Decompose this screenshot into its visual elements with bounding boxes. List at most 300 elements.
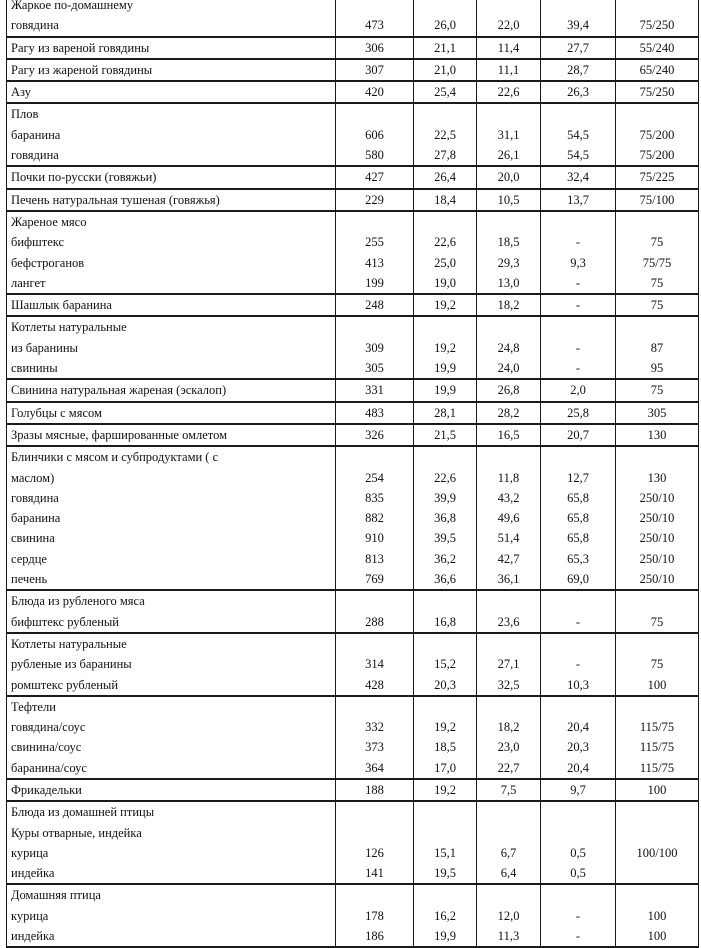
carbs-value: 25,8 (567, 405, 589, 420)
carbs-value-cell (541, 696, 616, 779)
calories-value: 141 (365, 866, 384, 881)
carbs-value: 20,4 (567, 720, 589, 735)
dish-group-title: Домашняя птица (11, 888, 101, 903)
carbs-value: - (575, 361, 581, 376)
carbs-value: 10,3 (567, 677, 589, 692)
carbs-value-cell (541, 446, 616, 590)
portion-value-cell (616, 801, 699, 884)
dish-name-cell (7, 379, 336, 401)
fat-value: 43,2 (497, 490, 520, 505)
calories-value-cell (336, 0, 414, 37)
protein-value: 15,1 (434, 845, 456, 860)
fat-value-cell (477, 379, 541, 401)
dish-name-cell (7, 402, 336, 424)
portion-value (620, 802, 694, 822)
fat-value-cell (477, 81, 541, 103)
portion-value: 115/75 (639, 760, 675, 775)
fat-value-cell (477, 446, 541, 590)
calories-value: 427 (365, 170, 384, 185)
portion-value: 75 (650, 275, 664, 290)
portion-value (620, 212, 694, 232)
protein-value-cell (414, 103, 477, 166)
carbs-value: 20,3 (567, 740, 589, 755)
fat-value-cell (477, 316, 541, 379)
carbs-value: 39,4 (567, 18, 589, 33)
fat-value-cell (477, 696, 541, 779)
table-row (7, 590, 699, 633)
protein-value: 26,0 (434, 18, 456, 33)
dish-name: бифштекс рубленый (11, 614, 120, 629)
dish-group-title: Жареное мясо (11, 214, 87, 229)
fat-value-cell (477, 424, 541, 446)
fat-value: 13,0 (497, 275, 520, 290)
fat-value: 11,1 (497, 62, 520, 77)
protein-value-cell (414, 402, 477, 424)
dish-name-cell (7, 211, 336, 294)
fat-value: 31,1 (497, 127, 520, 142)
portion-value: 100 (647, 929, 667, 944)
calories-value (340, 104, 409, 124)
dish-group-title: Блюда из домашней птицы (11, 805, 155, 820)
protein-value: 19,9 (434, 929, 456, 944)
dish-name: печень (11, 572, 48, 587)
table-row (7, 402, 699, 424)
dish-name: лангет (11, 275, 46, 290)
calories-value: 326 (365, 427, 384, 442)
calories-value (340, 447, 409, 467)
protein-value: 15,2 (434, 657, 456, 672)
fat-value (481, 823, 536, 843)
carbs-value: - (575, 908, 581, 923)
portion-value: 75/200 (639, 127, 675, 142)
portion-value: 100 (647, 782, 667, 797)
fat-value: 6,7 (500, 845, 517, 860)
portion-value: 250/10 (639, 490, 675, 505)
calories-value-cell (336, 103, 414, 166)
fat-value (481, 802, 536, 822)
carbs-value (545, 447, 611, 467)
calories-value: 606 (365, 127, 384, 142)
dish-name: бифштекс (11, 235, 65, 250)
portion-value (620, 634, 694, 654)
dish-name: Почки по-русски (говяжьи) (11, 170, 157, 185)
carbs-value (545, 885, 611, 905)
dish-name: курица (11, 845, 49, 860)
calories-value: 473 (365, 18, 384, 33)
fat-value: 18,2 (497, 298, 520, 313)
fat-value: 26,8 (497, 383, 520, 398)
fat-value: 11,3 (497, 929, 520, 944)
protein-value-cell (414, 294, 477, 316)
dish-name: свинины (11, 361, 58, 376)
carbs-value: - (575, 275, 581, 290)
carbs-value-cell (541, 316, 616, 379)
fat-value-cell (477, 37, 541, 59)
portion-value-cell (616, 884, 699, 947)
calories-value: 306 (365, 40, 384, 55)
table-row (7, 801, 699, 884)
protein-value (418, 591, 472, 611)
carbs-value: 65,8 (567, 490, 589, 505)
carbs-value: 0,5 (570, 866, 586, 881)
protein-value: 22,6 (434, 470, 456, 485)
dish-name: Рагу из жареной говядины (11, 62, 153, 77)
protein-value (418, 447, 472, 467)
calories-value-cell (336, 379, 414, 401)
carbs-value: 69,0 (567, 572, 589, 587)
protein-value-cell (414, 801, 477, 884)
fat-value: 18,2 (497, 720, 520, 735)
carbs-value (545, 591, 611, 611)
protein-value: 36,6 (434, 572, 456, 587)
portion-value: 130 (647, 427, 667, 442)
calories-value-cell (336, 446, 414, 590)
calories-value: 186 (365, 929, 384, 944)
table-row (7, 779, 699, 801)
calories-value (340, 634, 409, 654)
calories-value: 580 (365, 148, 384, 163)
table-row (7, 884, 699, 947)
protein-value-cell (414, 779, 477, 801)
dish-name: бефстроганов (11, 255, 85, 270)
protein-value: 19,5 (434, 866, 456, 881)
carbs-value-cell (541, 211, 616, 294)
carbs-value: - (575, 929, 581, 944)
portion-value-cell (616, 590, 699, 633)
calories-value-cell (336, 189, 414, 211)
protein-value: 22,6 (434, 235, 456, 250)
protein-value (418, 0, 472, 15)
fat-value: 26,1 (497, 148, 520, 163)
table-row (7, 379, 699, 401)
fat-value: 16,5 (497, 427, 520, 442)
calories-value-cell (336, 166, 414, 188)
portion-value: 75 (650, 383, 664, 398)
table-row (7, 189, 699, 211)
fat-value (481, 697, 536, 717)
table-row (7, 37, 699, 59)
protein-value: 21,5 (434, 427, 456, 442)
portion-value: 55/240 (639, 40, 675, 55)
protein-value-cell (414, 633, 477, 696)
fat-value: 12,0 (497, 908, 520, 923)
carbs-value: - (575, 614, 581, 629)
protein-value (418, 885, 472, 905)
calories-value-cell (336, 81, 414, 103)
portion-value: 87 (650, 340, 664, 355)
fat-value-cell (477, 189, 541, 211)
portion-value-cell (616, 633, 699, 696)
portion-value-cell (616, 81, 699, 103)
carbs-value (545, 802, 611, 822)
dish-name: сердце (11, 551, 47, 566)
portion-value: 250/10 (639, 511, 675, 526)
dish-group-title: Котлеты натуральные (11, 636, 127, 651)
dish-name: Рагу из вареной говядины (11, 40, 150, 55)
calories-value: 769 (365, 572, 384, 587)
carbs-value: - (575, 657, 581, 672)
dish-name-cell (7, 590, 336, 633)
fat-value-cell (477, 103, 541, 166)
portion-value (620, 317, 694, 337)
dish-name: говядина (11, 490, 59, 505)
calories-value-cell (336, 59, 414, 81)
carbs-value-cell (541, 424, 616, 446)
portion-value-cell (616, 424, 699, 446)
table-row (7, 316, 699, 379)
calories-value: 254 (365, 470, 384, 485)
dish-group-title: Блюда из рубленого мяса (11, 594, 145, 609)
fat-value: 22,7 (497, 760, 520, 775)
dish-name: маслом) (11, 470, 55, 485)
dish-name-cell (7, 0, 336, 37)
dish-name-cell (7, 166, 336, 188)
calories-value (340, 697, 409, 717)
table-row (7, 211, 699, 294)
carbs-value-cell (541, 0, 616, 37)
protein-value-cell (414, 211, 477, 294)
dish-name: говядина (11, 18, 59, 33)
portion-value: 115/75 (639, 740, 675, 755)
carbs-value: 2,0 (570, 383, 586, 398)
protein-value: 16,8 (434, 614, 456, 629)
dish-group-title: Жаркое по-домашнему (11, 0, 134, 12)
calories-value: 309 (365, 340, 384, 355)
carbs-value: - (575, 235, 581, 250)
protein-value: 18,5 (434, 740, 456, 755)
carbs-value-cell (541, 884, 616, 947)
protein-value-cell (414, 81, 477, 103)
calories-value (340, 885, 409, 905)
calories-value: 288 (365, 614, 384, 629)
fat-value (481, 591, 536, 611)
carbs-value-cell (541, 590, 616, 633)
protein-value: 28,1 (434, 405, 456, 420)
fat-value-cell (477, 590, 541, 633)
calories-value-cell (336, 424, 414, 446)
fat-value (481, 634, 536, 654)
portion-value: 75 (650, 298, 664, 313)
portion-value-cell (616, 166, 699, 188)
table-row (7, 424, 699, 446)
fat-value-cell (477, 801, 541, 884)
calories-value: 420 (365, 85, 384, 100)
protein-value-cell (414, 59, 477, 81)
portion-value: 250/10 (639, 531, 675, 546)
fat-value: 42,7 (497, 551, 520, 566)
calories-value: 307 (365, 62, 384, 77)
portion-value-cell (616, 103, 699, 166)
portion-value (620, 591, 694, 611)
calories-value (340, 0, 409, 15)
portion-value: 115/75 (639, 720, 675, 735)
protein-value-cell (414, 884, 477, 947)
carbs-value-cell (541, 402, 616, 424)
carbs-value: 28,7 (567, 62, 589, 77)
protein-value (418, 634, 472, 654)
carbs-value (545, 0, 611, 15)
protein-value: 18,4 (434, 192, 456, 207)
carbs-value: - (575, 340, 581, 355)
dish-name: индейка (11, 866, 55, 881)
carbs-value (545, 697, 611, 717)
dish-name: Шашлык баранина (11, 298, 112, 313)
protein-value-cell (414, 0, 477, 37)
protein-value: 39,9 (434, 490, 456, 505)
carbs-value: - (575, 298, 581, 313)
calories-value: 813 (365, 551, 384, 566)
table-row (7, 81, 699, 103)
fat-value (481, 885, 536, 905)
carbs-value: 65,3 (567, 551, 589, 566)
fat-value: 11,8 (497, 470, 520, 485)
portion-value: 75/100 (639, 192, 675, 207)
carbs-value-cell (541, 37, 616, 59)
fat-value (481, 447, 536, 467)
fat-value (481, 212, 536, 232)
calories-value (340, 802, 409, 822)
carbs-value: 65,8 (567, 511, 589, 526)
fat-value: 24,0 (497, 361, 520, 376)
fat-value: 7,5 (500, 782, 517, 797)
carbs-value-cell (541, 166, 616, 188)
fat-value: 18,5 (497, 235, 520, 250)
portion-value: 95 (650, 361, 664, 376)
dish-name: Зразы мясные, фаршированные омлетом (11, 427, 227, 442)
fat-value: 27,1 (497, 657, 520, 672)
dish-name: рубленые из баранины (11, 657, 132, 672)
portion-value (620, 104, 694, 124)
protein-value: 26,4 (434, 170, 456, 185)
dish-name: Печень натуральная тушеная (говяжья) (11, 192, 220, 207)
dish-group-title: Котлеты натуральные (11, 320, 127, 335)
calories-value: 364 (365, 760, 384, 775)
fat-value: 6,4 (500, 866, 517, 881)
carbs-value: 12,7 (567, 470, 589, 485)
fat-value: 10,5 (497, 192, 520, 207)
protein-value: 22,5 (434, 127, 456, 142)
protein-value: 16,2 (434, 908, 456, 923)
carbs-value: 13,7 (567, 192, 589, 207)
table-row (7, 0, 699, 37)
portion-value: 100/100 (636, 845, 678, 860)
carbs-value: 0,5 (570, 845, 586, 860)
portion-value-cell (616, 316, 699, 379)
nutrition-table-body (7, 0, 699, 947)
fat-value-cell (477, 294, 541, 316)
fat-value-cell (477, 166, 541, 188)
dish-name: говядина/соус (11, 720, 86, 735)
dish-name-cell (7, 779, 336, 801)
calories-value-cell (336, 316, 414, 379)
portion-value-cell (616, 402, 699, 424)
protein-value: 19,0 (434, 275, 456, 290)
portion-value-cell (616, 59, 699, 81)
portion-value: 100 (647, 677, 667, 692)
calories-value: 882 (365, 511, 384, 526)
table-row (7, 166, 699, 188)
protein-value: 25,4 (434, 85, 456, 100)
protein-value-cell (414, 424, 477, 446)
fat-value: 22,0 (497, 18, 520, 33)
carbs-value: 26,3 (567, 85, 589, 100)
calories-value-cell (336, 801, 414, 884)
carbs-value-cell (541, 801, 616, 884)
protein-value (418, 212, 472, 232)
calories-value: 188 (365, 782, 384, 797)
portion-value: 75/250 (639, 18, 675, 33)
portion-value (620, 885, 694, 905)
portion-value-cell (616, 779, 699, 801)
portion-value-cell (616, 696, 699, 779)
dish-name-cell (7, 37, 336, 59)
carbs-value: 54,5 (567, 127, 589, 142)
portion-value: 75 (650, 235, 664, 250)
portion-value (620, 0, 694, 15)
carbs-value (545, 317, 611, 337)
protein-value: 17,0 (434, 760, 456, 775)
calories-value: 332 (365, 720, 384, 735)
dish-name-cell (7, 294, 336, 316)
protein-value: 19,2 (434, 720, 456, 735)
portion-value: 75/250 (639, 85, 675, 100)
portion-value (620, 447, 694, 467)
fat-value: 51,4 (497, 531, 520, 546)
dish-name: ромштекс рубленый (11, 677, 119, 692)
portion-value: 75 (650, 657, 664, 672)
calories-value: 178 (365, 908, 384, 923)
protein-value: 19,2 (434, 782, 456, 797)
portion-value: 75 (650, 614, 664, 629)
protein-value-cell (414, 316, 477, 379)
dish-name-cell (7, 59, 336, 81)
calories-value: 331 (365, 383, 384, 398)
dish-name-cell (7, 316, 336, 379)
calories-value: 314 (365, 657, 384, 672)
dish-name-cell (7, 424, 336, 446)
dish-name: Свинина натуральная жареная (эскалоп) (11, 383, 227, 398)
nutrition-table (6, 0, 699, 948)
carbs-value: 27,7 (567, 40, 589, 55)
fat-value: 20,0 (497, 170, 520, 185)
portion-value (620, 823, 694, 843)
calories-value: 910 (365, 531, 384, 546)
protein-value-cell (414, 37, 477, 59)
portion-value-cell (616, 0, 699, 37)
carbs-value-cell (541, 189, 616, 211)
protein-value: 21,0 (434, 62, 456, 77)
table-row (7, 294, 699, 316)
carbs-value-cell (541, 103, 616, 166)
calories-value-cell (336, 37, 414, 59)
carbs-value-cell (541, 59, 616, 81)
protein-value: 21,1 (434, 40, 456, 55)
fat-value-cell (477, 633, 541, 696)
protein-value: 19,2 (434, 298, 456, 313)
calories-value (340, 591, 409, 611)
calories-value: 413 (365, 255, 384, 270)
carbs-value-cell (541, 779, 616, 801)
portion-value: 75/225 (639, 170, 675, 185)
calories-value-cell (336, 696, 414, 779)
carbs-value-cell (541, 379, 616, 401)
carbs-value (545, 104, 611, 124)
fat-value: 23,6 (497, 614, 520, 629)
portion-value (620, 697, 694, 717)
fat-value: 24,8 (497, 340, 520, 355)
calories-value-cell (336, 633, 414, 696)
carbs-value: 32,4 (567, 170, 589, 185)
